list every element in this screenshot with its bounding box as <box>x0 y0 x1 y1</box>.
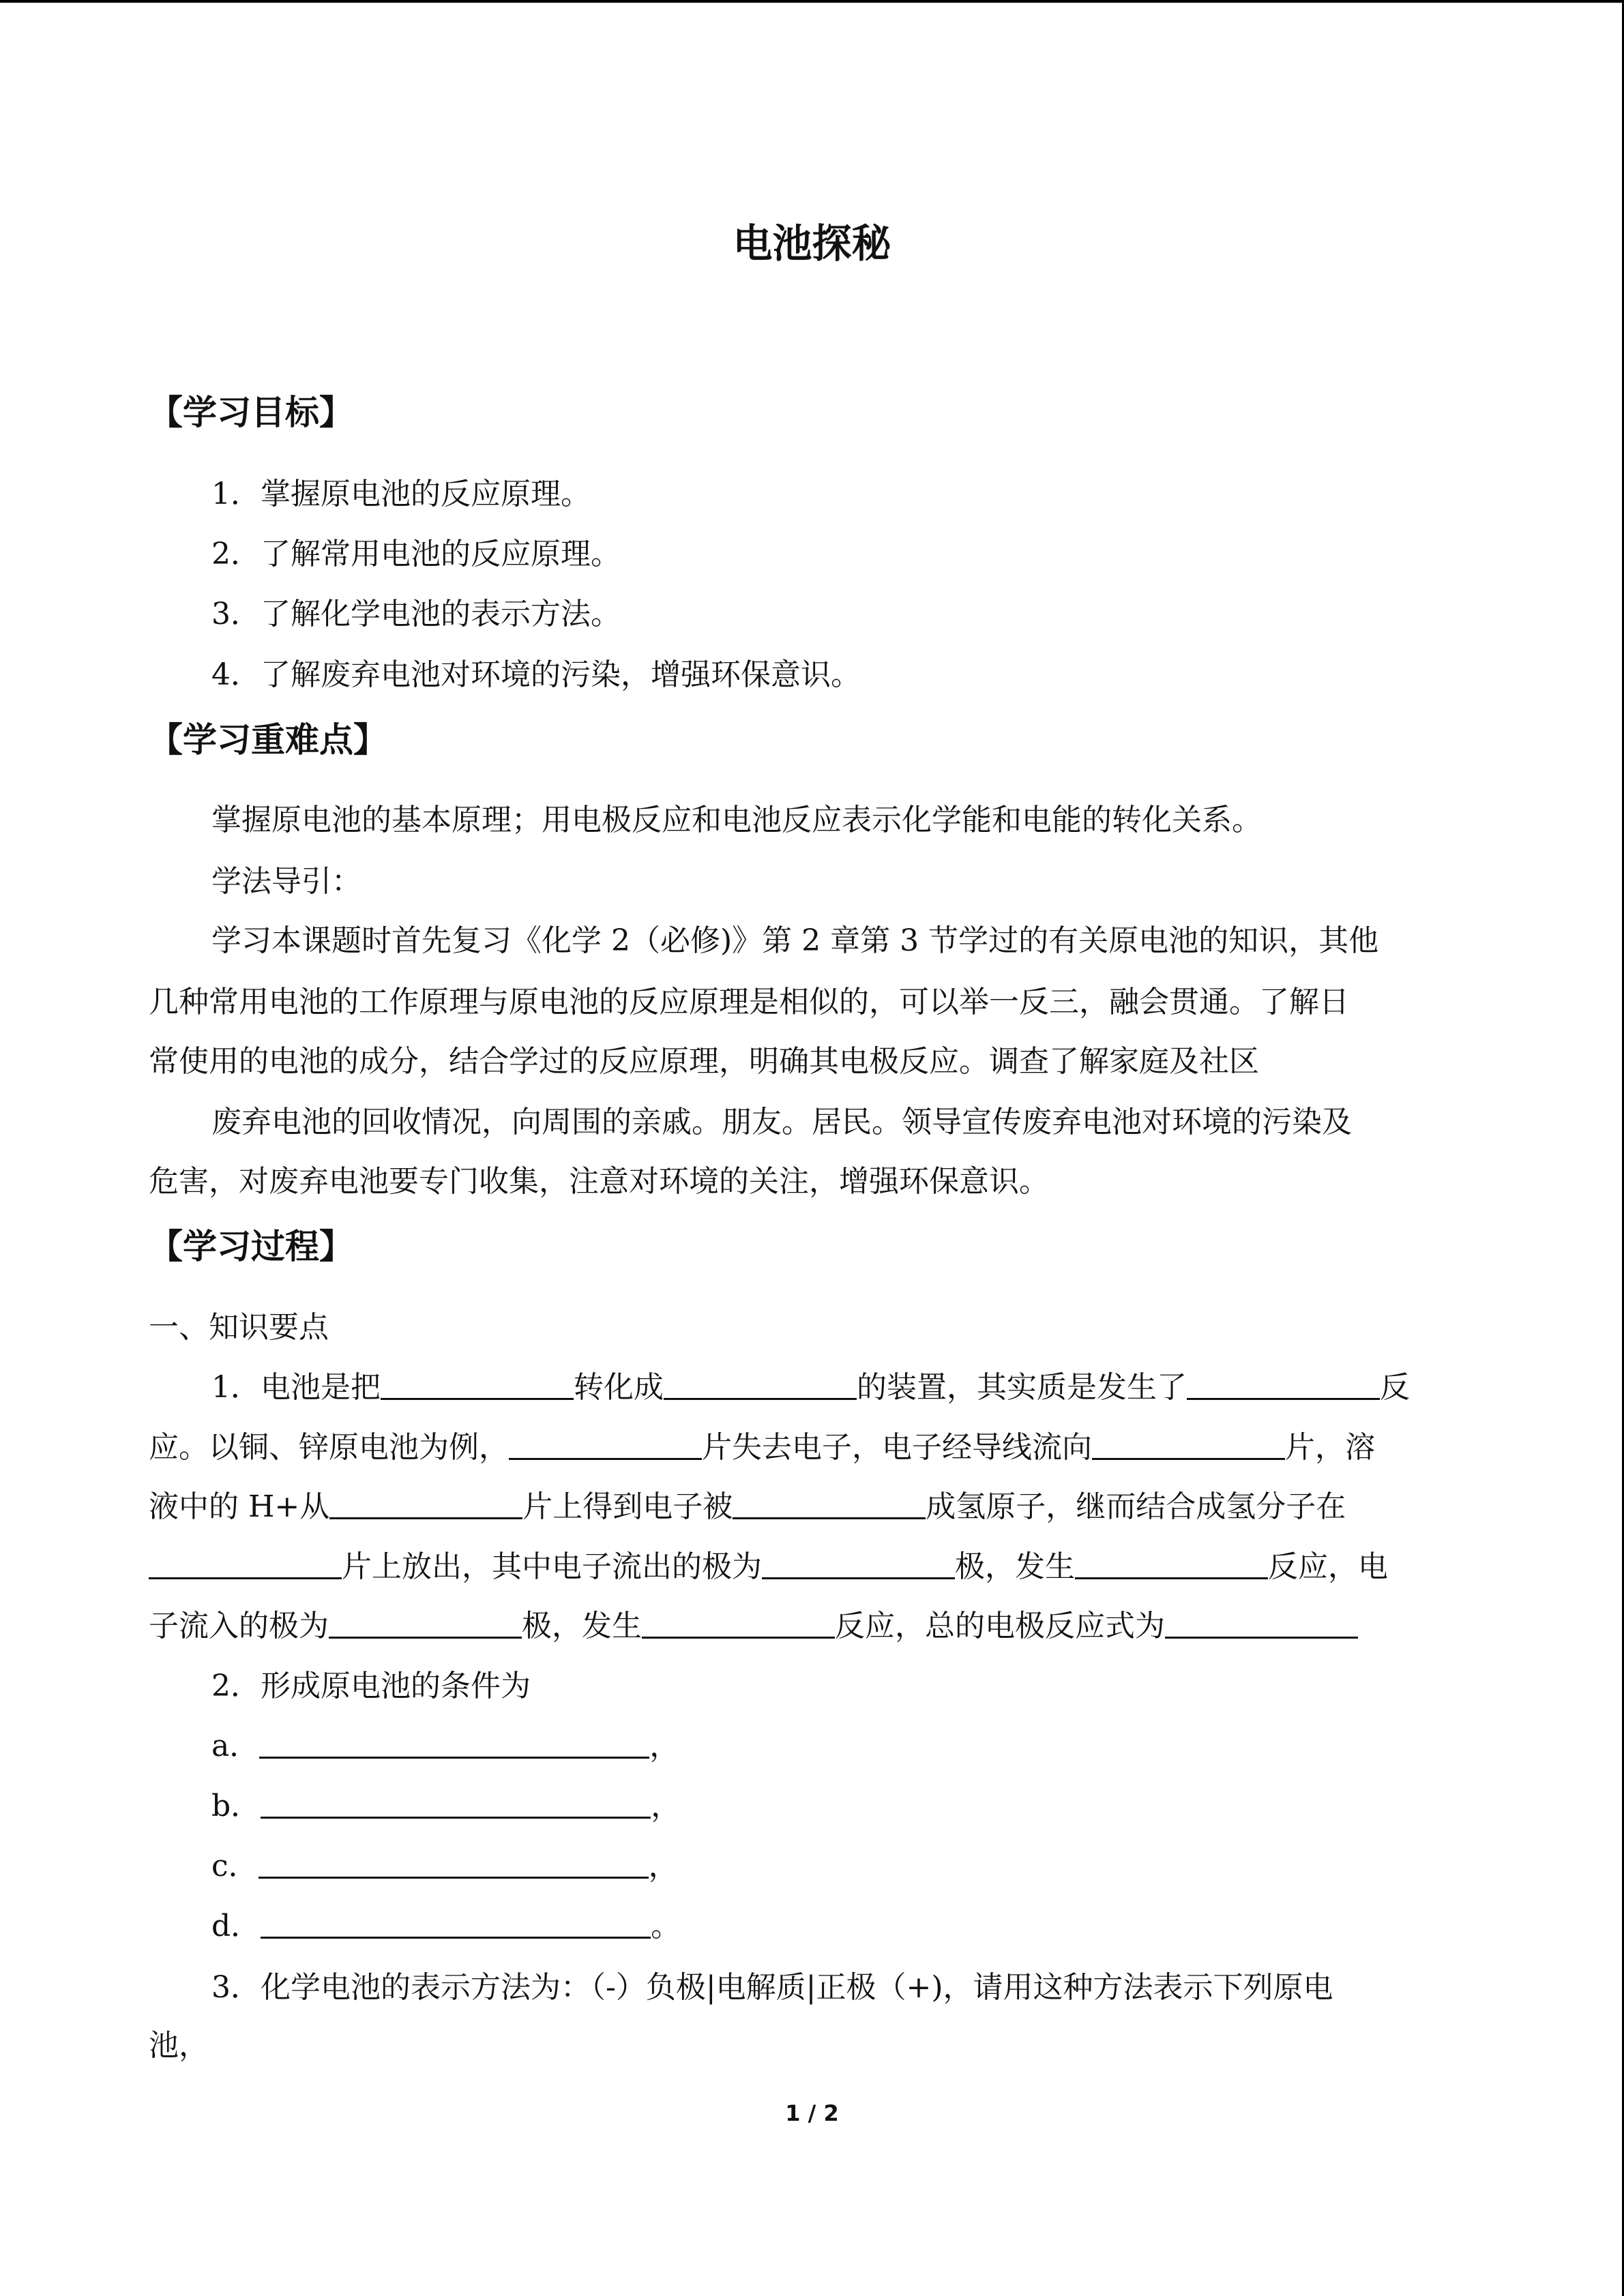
fill-blank[interactable] <box>261 1907 651 1939</box>
fill-blank[interactable] <box>329 1487 522 1519</box>
fill-blank[interactable] <box>261 1787 651 1819</box>
q1-text: 1．电池是把 <box>211 1370 381 1405</box>
goal-item: 1．掌握原电池的反应原理。 <box>211 477 591 511</box>
q2-item-b <box>211 1786 681 1827</box>
top-border <box>0 0 1624 3</box>
q1-text: 的装置，其实质是发生了 <box>857 1370 1187 1405</box>
q1-text: 极，发生 <box>522 1609 642 1643</box>
q1-row-5 <box>149 1606 1358 1647</box>
fill-blank[interactable] <box>733 1487 926 1519</box>
fill-blank[interactable] <box>259 1847 649 1879</box>
q1-text: 反应，电 <box>1268 1549 1388 1584</box>
q3-line: 池， <box>149 2028 209 2063</box>
q2-item-a <box>211 1726 679 1767</box>
guide-paragraph-line: 危害，对废弃电池要专门收集，注意对环境的关注，增强环保意识。 <box>149 1164 1049 1199</box>
q3-line: 3．化学电池的表示方法为：（-）负极|电解质|正极（+)，请用这种方法表示下列原电 <box>211 1970 1333 2005</box>
fill-blank[interactable] <box>329 1607 522 1639</box>
study-guide-label: 学法导引： <box>211 864 361 899</box>
fill-blank[interactable] <box>259 1727 649 1759</box>
q2-punct: 。 <box>651 1909 681 1943</box>
q2-item-c <box>211 1846 679 1887</box>
q1-text: 片上得到电子被 <box>522 1489 733 1524</box>
fill-blank[interactable] <box>1075 1547 1268 1579</box>
q1-text: 反 <box>1380 1370 1410 1405</box>
q1-text: 液中的 H+从 <box>149 1489 330 1524</box>
heading-goals: 【学习目标】 <box>149 393 353 432</box>
goal-item: 2．了解常用电池的反应原理。 <box>211 537 621 571</box>
q1-text: 成氢原子，继而结合成氢分子在 <box>926 1489 1346 1524</box>
fill-blank[interactable] <box>381 1368 574 1400</box>
fill-blank[interactable] <box>664 1368 857 1400</box>
q1-row-3 <box>149 1487 1346 1527</box>
goal-item: 3．了解化学电池的表示方法。 <box>211 597 621 631</box>
q2-punct: ， <box>649 1729 680 1763</box>
q1-text: 反应，总的电极反应式为 <box>835 1609 1165 1643</box>
q1-text: 片，溶 <box>1285 1430 1375 1465</box>
key-points-text: 掌握原电池的基本原理；用电极反应和电池反应表示化学能和电能的转化关系。 <box>211 803 1262 837</box>
fill-blank[interactable] <box>1165 1607 1358 1639</box>
q2-item-d <box>211 1906 681 1947</box>
heading-key-points: 【学习重难点】 <box>149 720 387 760</box>
q1-text: 子流入的极为 <box>149 1609 329 1643</box>
q2-label: d． <box>211 1909 261 1943</box>
heading-process: 【学习过程】 <box>149 1227 353 1266</box>
fill-blank[interactable] <box>1092 1428 1285 1460</box>
q2-label: c． <box>211 1849 259 1883</box>
guide-paragraph-line: 几种常用电池的工作原理与原电池的反应原理是相似的，可以举一反三，融会贯通。了解日 <box>149 985 1349 1019</box>
fill-blank[interactable] <box>149 1547 342 1579</box>
guide-paragraph-line: 常使用的电池的成分，结合学过的反应原理，明确其电极反应。调查了解家庭及社区 <box>149 1044 1259 1079</box>
goal-item: 4．了解废弃电池对环境的污染，增强环保意识。 <box>211 657 861 692</box>
q1-text: 转化成 <box>574 1370 664 1405</box>
guide-paragraph-line: 学习本课题时首先复习《化学 2（必修)》第 2 章第 3 节学过的有关原电池的知识，其他 <box>211 923 1379 958</box>
q2-label: a． <box>211 1729 260 1763</box>
q2-punct: ， <box>648 1849 679 1883</box>
q1-row-2 <box>149 1427 1375 1468</box>
q1-row-1 <box>211 1367 1410 1408</box>
q2-label: b． <box>211 1789 261 1823</box>
page-title: 电池探秘 <box>733 220 891 267</box>
q2-punct: ， <box>651 1789 681 1823</box>
subheading-knowledge: 一、知识要点 <box>149 1310 329 1345</box>
q1-text: 片失去电子，电子经导线流向 <box>702 1430 1092 1465</box>
guide-paragraph-line: 废弃电池的回收情况，向周围的亲戚。朋友。居民。领导宣传废弃电池对环境的污染及 <box>211 1105 1352 1139</box>
fill-blank[interactable] <box>509 1428 702 1460</box>
fill-blank[interactable] <box>762 1547 955 1579</box>
q1-row-4 <box>149 1547 1388 1587</box>
q1-text: 应。以铜、锌原电池为例， <box>149 1430 509 1465</box>
fill-blank[interactable] <box>642 1607 835 1639</box>
q1-text: 片上放出，其中电子流出的极为 <box>342 1549 762 1584</box>
page-number: 1 / 2 <box>785 2100 839 2126</box>
q2-intro: 2．形成原电池的条件为 <box>211 1669 531 1703</box>
q1-text: 极，发生 <box>955 1549 1075 1584</box>
fill-blank[interactable] <box>1187 1368 1380 1400</box>
